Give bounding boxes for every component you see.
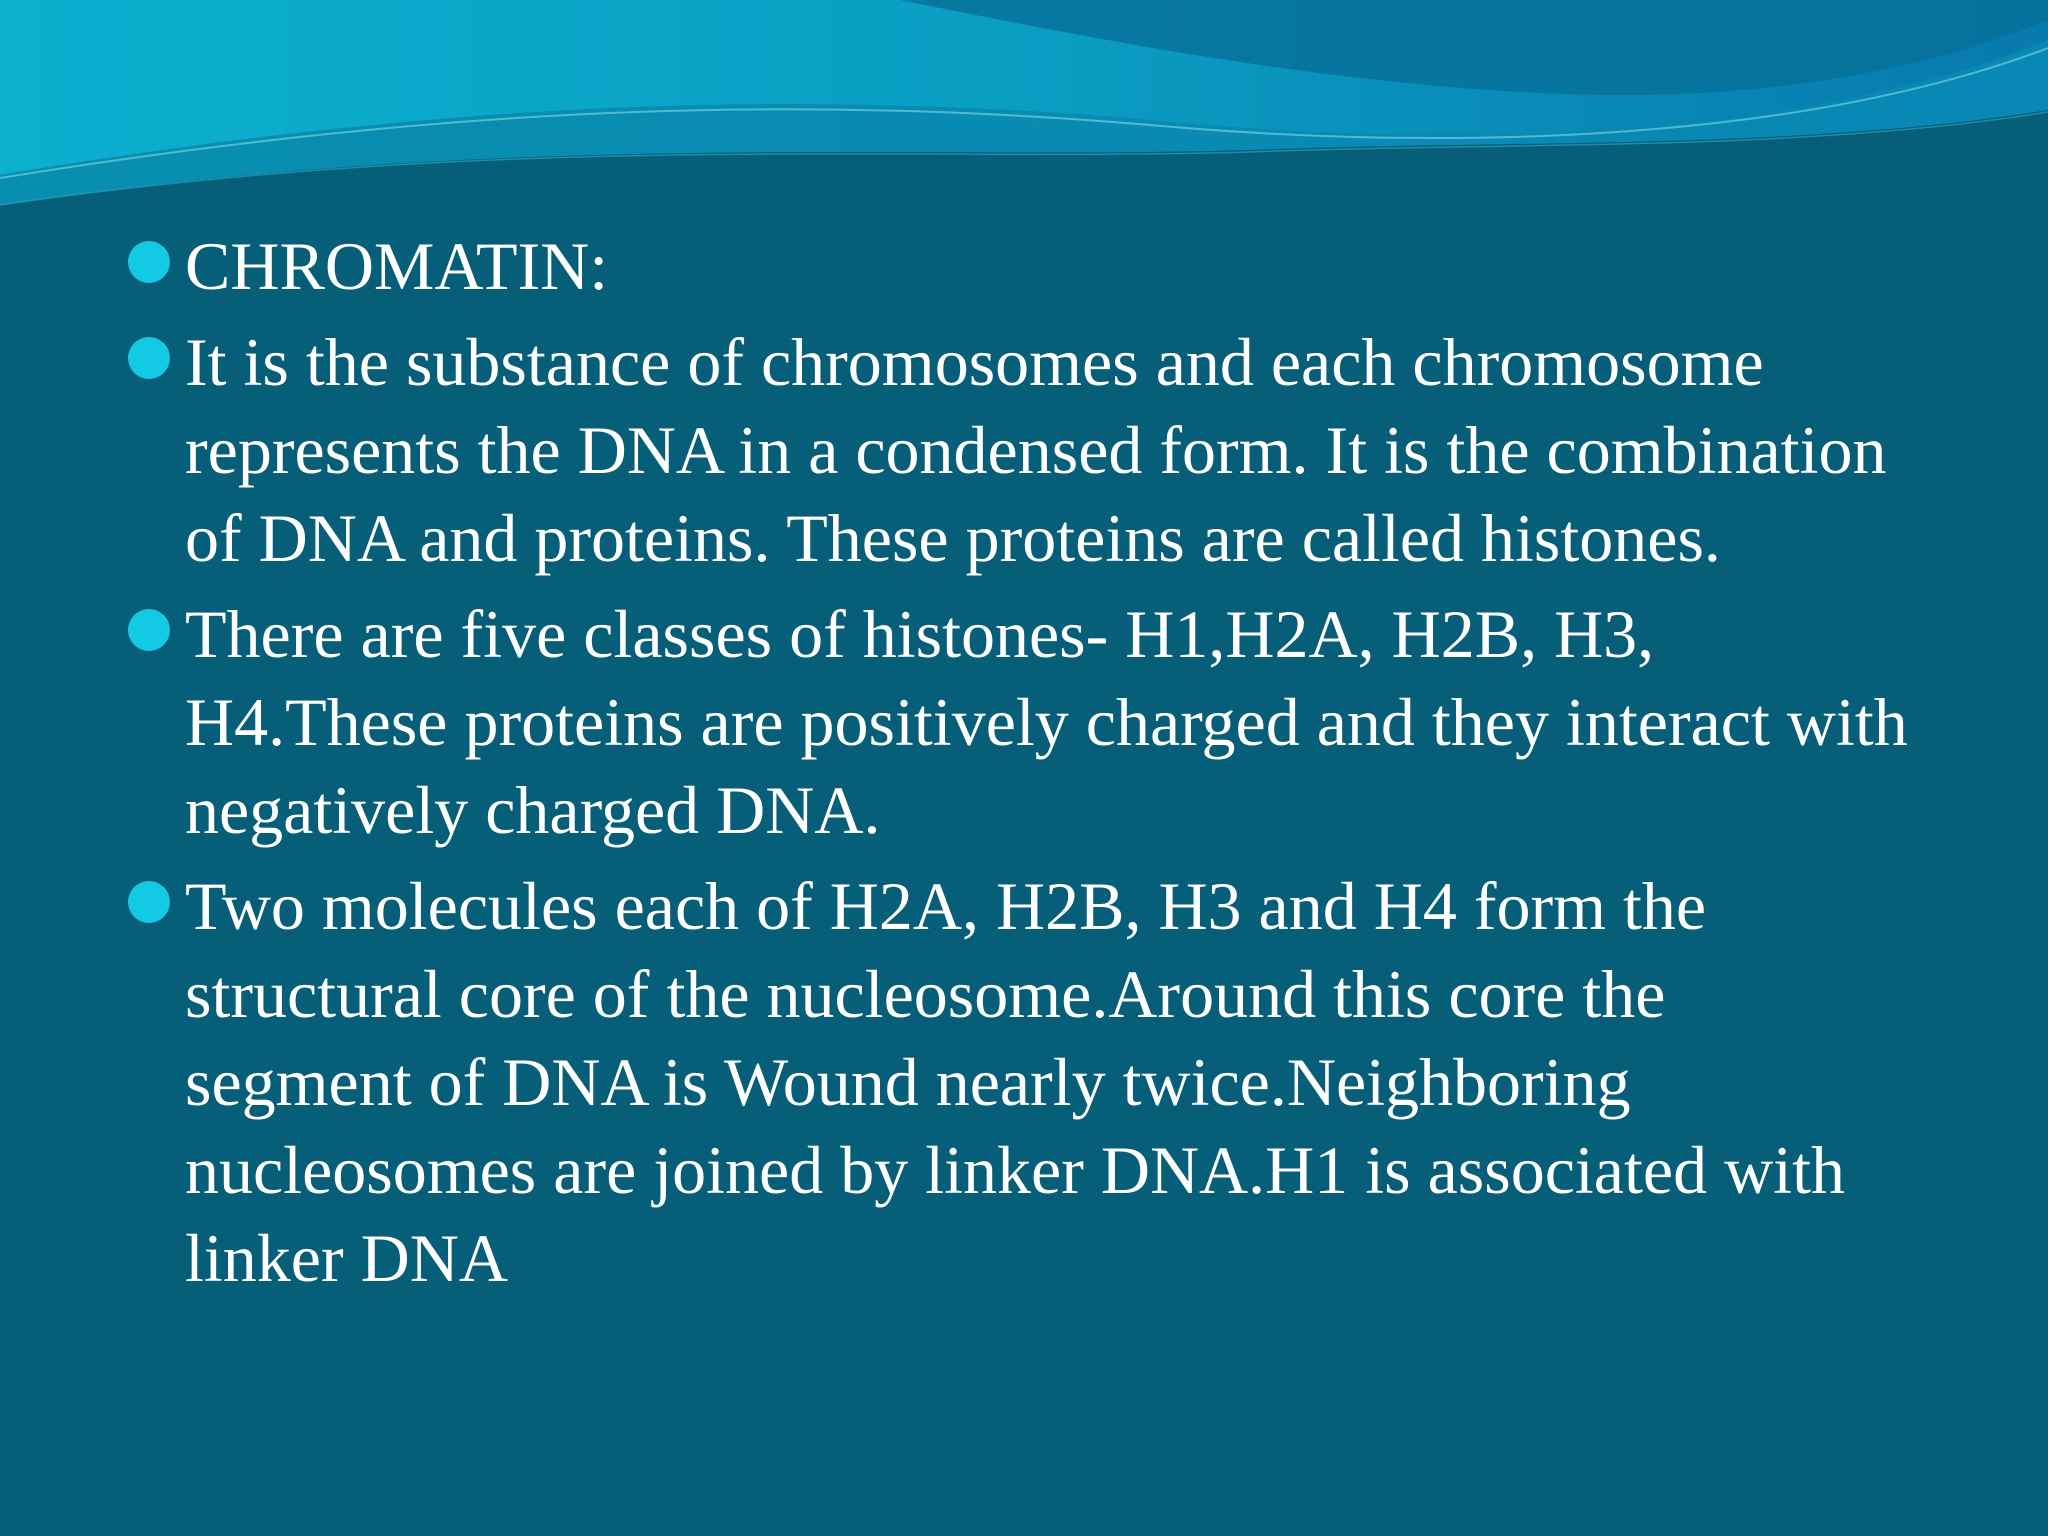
bullet-item-histone-classes [128, 590, 1908, 854]
bullet-dot-icon [128, 241, 170, 283]
bullet-list [128, 222, 1908, 1310]
bullet-dot-icon [128, 881, 170, 923]
bullet-text: There are five classes of histones- H1,H2A, H2B, H3, H4.These proteins are positively charged and they interact with negatively charged DNA. [185, 596, 1908, 848]
bullet-item-substance [128, 318, 1908, 582]
bullet-text: It is the substance of chromosomes and each chromosome represents the DNA in a condensed form. It is the combination of DNA and proteins. These proteins are called histones. [185, 324, 1887, 576]
bullet-dot-icon [128, 609, 170, 651]
bullet-item-chromatin [128, 222, 1908, 310]
header-wave-decoration [0, 0, 2048, 260]
bullet-text: CHROMATIN: [185, 228, 609, 304]
bullet-item-nucleosome [128, 862, 1908, 1302]
bullet-dot-icon [128, 337, 170, 379]
bullet-text: Two molecules each of H2A, H2B, H3 and H4 form the structural core of the nucleosome.Around this core the segment of DNA is Wound nearly twice.Neighboring nucleosomes are joined by linker DNA.H1 is associated with linker DNA [185, 868, 1845, 1296]
